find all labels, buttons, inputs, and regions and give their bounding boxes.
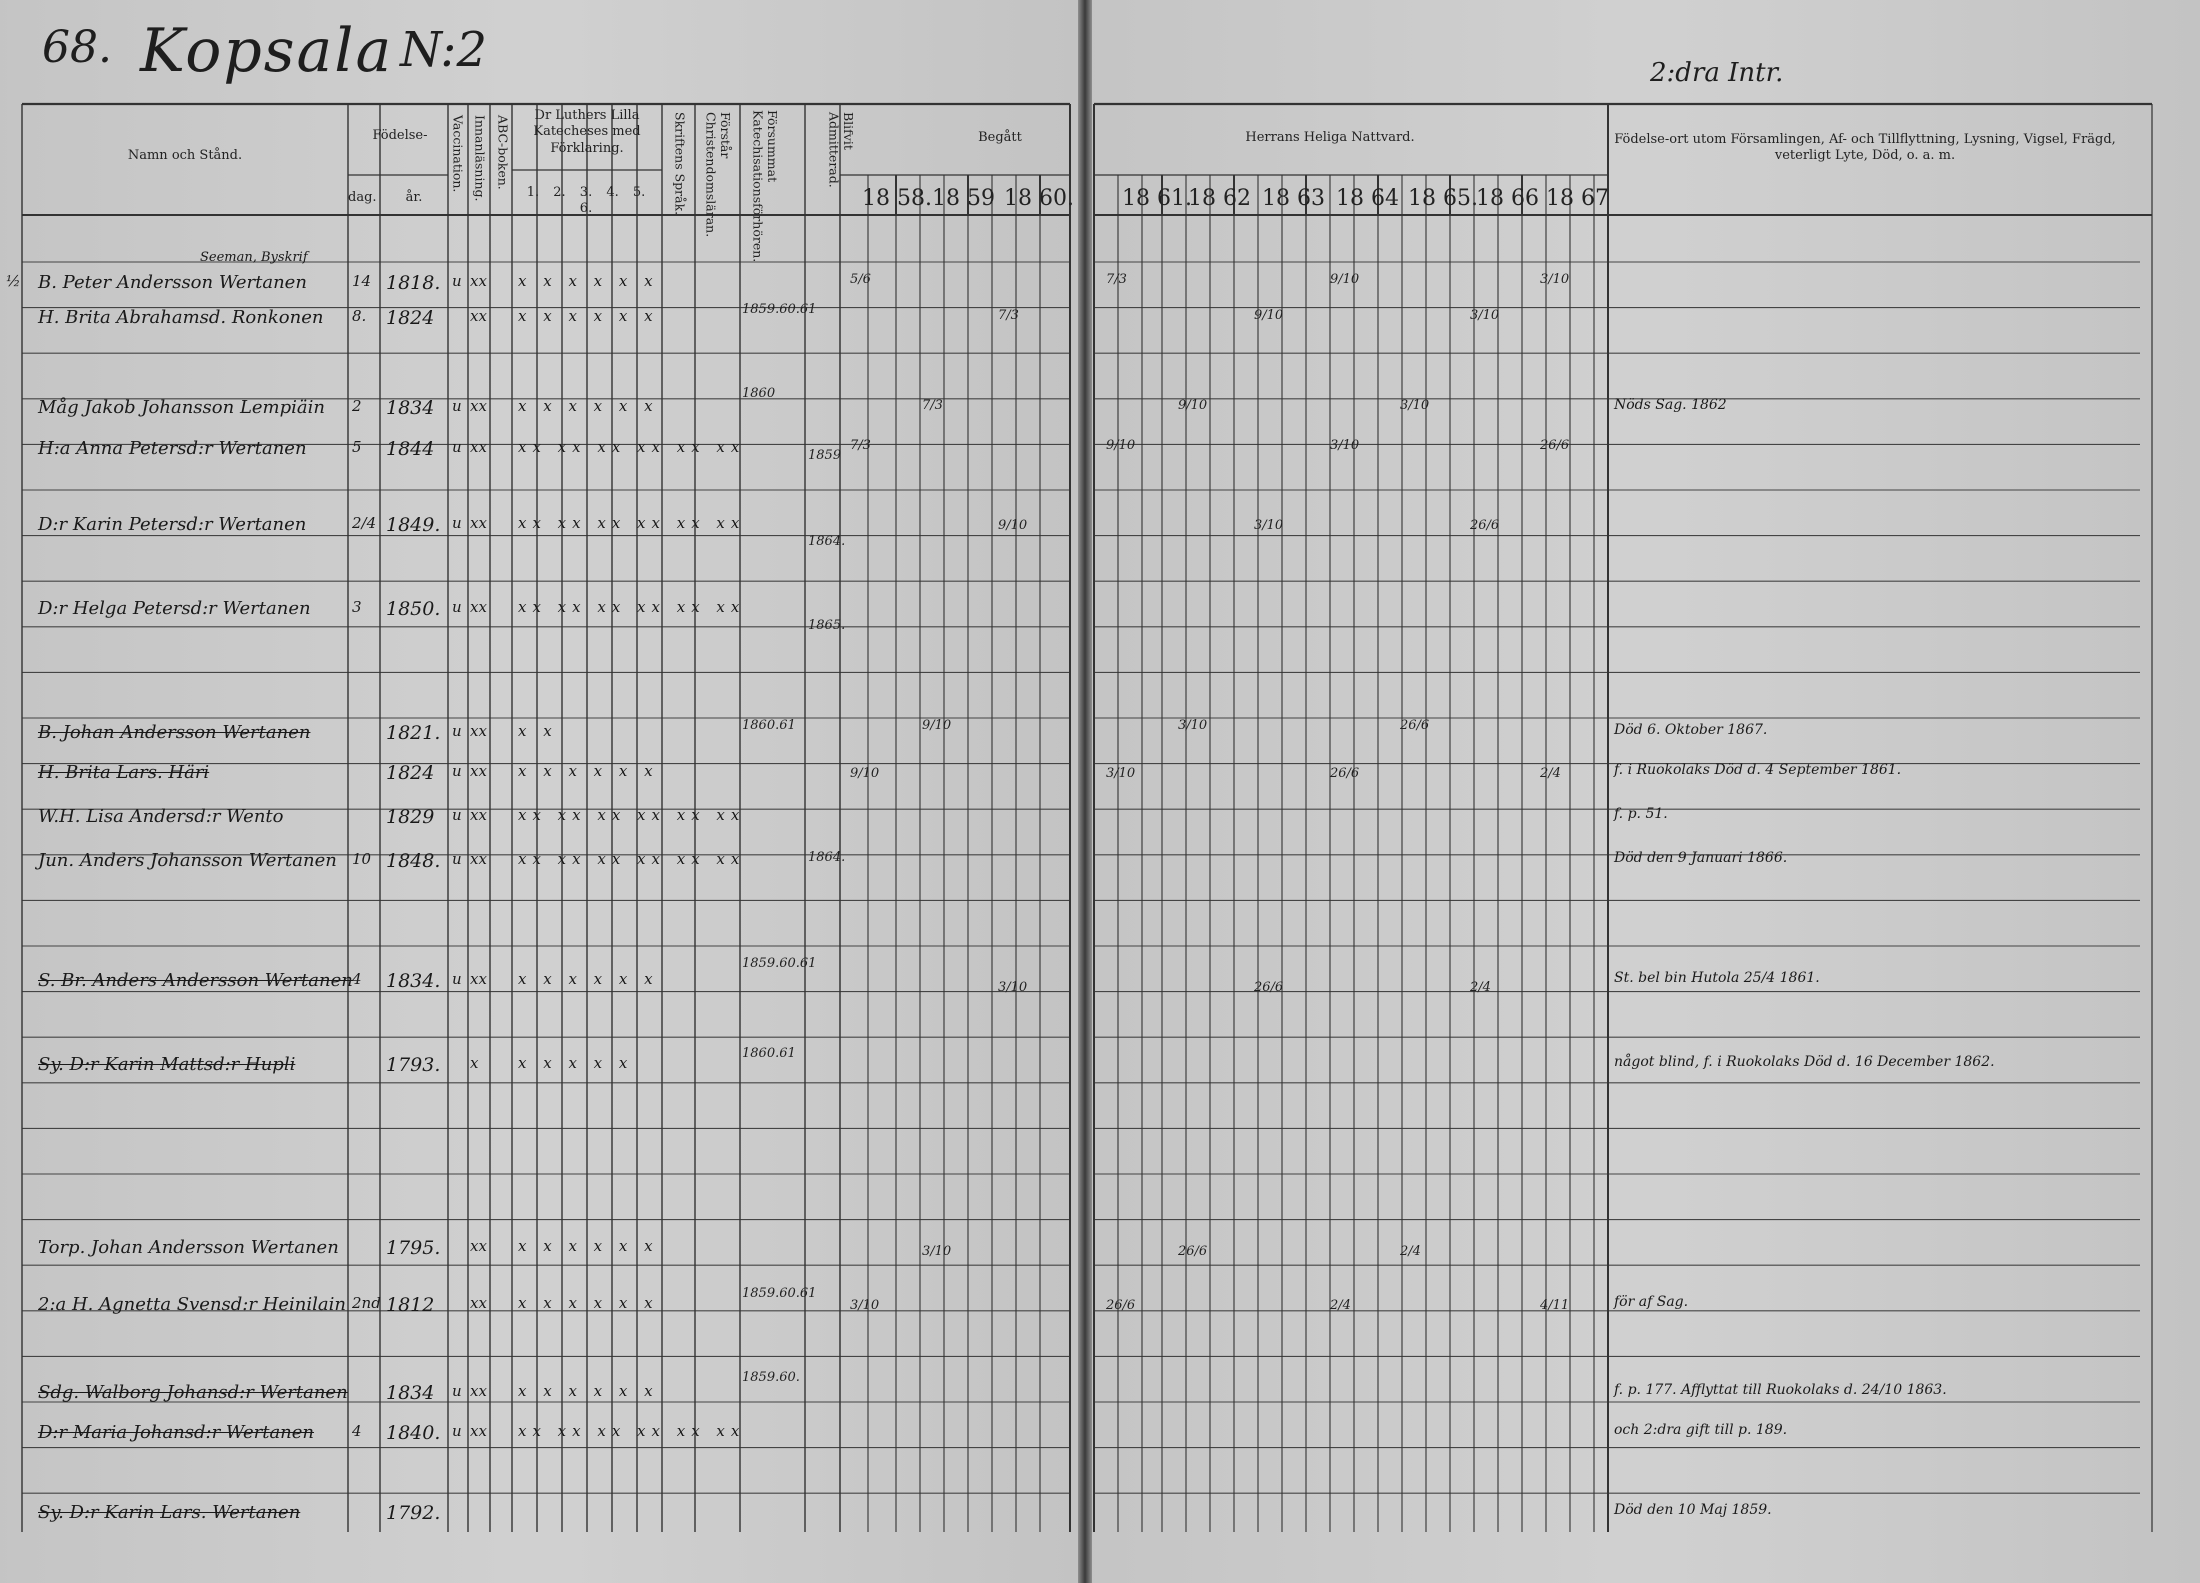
handwritten-mark: 1860 [742,386,776,401]
vaccination-mark: u [452,1382,462,1400]
header-communion: Herrans Heliga Nattvard. [1245,130,1415,145]
header-luther-cols [516,185,656,218]
birth-year: 1824 [386,762,435,784]
person-name: Sy. D:r Karin Lars. Wertanen [38,1502,301,1523]
birth-year: 1834 [386,1382,435,1404]
handwritten-mark: 3/10 [1254,518,1284,533]
handwritten-mark: 5/6 [850,272,871,287]
luther-col-2: 2. [553,185,566,200]
luther-marks: x x x x x x [518,1237,659,1255]
person-name: 2:a H. Agnetta Svensd:r Heinilain [38,1294,346,1315]
person-name: Jun. Anders Johansson Wertanen [38,850,337,871]
luther-col-1: 1. [526,185,540,200]
birth-year: 1840. [386,1422,441,1444]
vaccination-mark: u [452,762,462,780]
handwritten-mark: 9/10 [922,718,952,733]
row-mark: ½ [6,272,21,290]
header-scripture: Skriftens Språk. [672,112,688,216]
reading-mark: xx [470,514,487,532]
page-number: 68. [42,22,112,73]
person-name: D:r Helga Petersd:r Wertanen [38,598,311,619]
person-name: W.H. Lisa Andersd:r Wento [38,806,284,827]
person-name: H. Brita Abrahamsd. Ronkonen [38,307,324,328]
handwritten-mark: 3/10 [1106,766,1136,781]
luther-marks: x x x x x x [518,1294,659,1312]
birth-year: 1812 [386,1294,435,1316]
handwritten-mark: 7/3 [850,438,871,453]
person-name: D:r Maria Johansd:r Wertanen [38,1422,315,1443]
year-1863: 18 63 [1262,186,1325,211]
year-1859: 18 59 [932,186,995,211]
birth-year: 1824 [386,307,435,329]
person-name: H:a Anna Petersd:r Wertanen [38,438,307,459]
birth-year: 1849. [386,514,441,536]
handwritten-mark: 7/3 [998,308,1019,323]
handwritten-mark: 1864. [808,534,846,549]
person-name: H. Brita Lars. Häri [38,762,210,783]
handwritten-mark: 2/4 [1330,1298,1351,1313]
reading-mark: xx [470,598,487,616]
luther-marks: xx xx xx xx xx xx [518,850,746,868]
year-1867: 18 67 [1546,186,1609,211]
remark-note: Död den 9 Januari 1866. [1614,850,1788,866]
vaccination-mark: u [452,514,462,532]
reading-mark: xx [470,722,487,740]
birth-year: 1848. [386,850,441,872]
handwritten-mark: 4/11 [1540,1298,1570,1313]
handwritten-mark: 9/10 [1330,272,1360,287]
header-year: år. [405,190,423,205]
luther-marks: xx xx xx xx xx xx [518,514,746,532]
luther-col-3: 3. [579,185,593,200]
reading-mark: xx [470,1237,487,1255]
handwritten-mark: 3/10 [850,1298,880,1313]
vaccination-mark: u [452,806,462,824]
remark-note: Död 6. Oktober 1867. [1614,722,1768,738]
reading-mark: xx [470,438,487,456]
header-admitted: Blifvit Admitterad. [826,112,856,188]
year-1862: 18 62 [1188,186,1251,211]
birth-year: 1844 [386,438,435,460]
handwritten-mark: 1864. [808,850,846,865]
handwritten-mark: 3/10 [1330,438,1360,453]
remark-note: för af Sag. [1614,1294,1689,1310]
person-name: Sy. D:r Karin Mattsd:r Hupli [38,1054,296,1075]
remark-note: f. p. 51. [1614,806,1668,822]
birth-year: 1795. [386,1237,441,1259]
person-name: Sdg. Walborg Johansd:r Wertanen [38,1382,348,1403]
handwritten-mark: 26/6 [1540,438,1570,453]
vaccination-mark: u [452,850,462,868]
remark-note: St. bel bin Hutola 25/4 1861. [1614,970,1820,986]
handwritten-mark: 9/10 [1254,308,1284,323]
birth-day: 5 [352,438,362,456]
handwritten-mark: 3/10 [1470,308,1500,323]
handwritten-mark: 3/10 [1178,718,1208,733]
handwritten-mark: 9/10 [1178,398,1208,413]
birth-day: 4 [352,1422,362,1440]
year-1861: 18 61. [1122,186,1192,211]
right-page-note: 2:dra Intr. [1650,58,1784,88]
remark-note: något blind, f. i Ruokolaks Död d. 16 December 1862. [1614,1054,1995,1070]
vaccination-mark: u [452,970,462,988]
luther-marks: x x x x x x [518,1382,659,1400]
birth-day: 2/4 [352,514,377,532]
year-1866: 18 66 [1476,186,1539,211]
handwritten-mark: 26/6 [1106,1298,1136,1313]
handwritten-mark: 1860.61 [742,718,796,733]
birth-year: 1834 [386,397,435,419]
header-reading: Innanläsning. [472,115,488,202]
reading-mark: xx [470,1294,487,1312]
year-1860: 18 60. [1004,186,1074,211]
luther-marks: xx xx xx xx xx xx [518,598,746,616]
luther-col-6: 6. [579,201,593,217]
year-1858: 18 58. [862,186,932,211]
year-1865: 18 65. [1408,186,1478,211]
vaccination-mark: u [452,1422,462,1440]
vaccination-mark: u [452,438,462,456]
header-day: dag. [348,190,377,205]
reading-mark: xx [470,762,487,780]
person-name: S. Br. Anders Andersson Wertanen [38,970,353,991]
handwritten-mark: 7/3 [1106,272,1127,287]
luther-marks: x x x x x x [518,307,659,325]
header-attended: Begått [978,130,1022,145]
remark-note: och 2:dra gift till p. 189. [1614,1422,1788,1438]
remark-note: Nöds Sag. 1862 [1614,397,1727,413]
header-name: Namn och Stånd. [127,148,243,163]
header-vaccination: Vaccination. [450,115,466,193]
reading-mark: xx [470,1382,487,1400]
birth-day: 14 [352,272,372,290]
vaccination-mark: u [452,272,462,290]
person-name: D:r Karin Petersd:r Wertanen [38,514,307,535]
vaccination-mark: u [452,722,462,740]
handwritten-mark: 9/10 [998,518,1028,533]
birth-day: 2nd [352,1294,381,1312]
handwritten-mark: 1859 [808,448,842,463]
birth-year: 1821. [386,722,441,744]
birth-year: 1834. [386,970,441,992]
handwritten-mark: 26/6 [1178,1244,1208,1259]
person-name: B. Peter Andersson Wertanen [38,272,307,293]
handwritten-mark: 26/6 [1470,518,1500,533]
birth-year: 1792. [386,1502,441,1524]
handwritten-mark: 3/10 [998,980,1028,995]
handwritten-mark: 2/4 [1470,980,1491,995]
reading-mark: xx [470,397,487,415]
vaccination-mark: u [452,598,462,616]
reading-mark: xx [470,272,487,290]
header-christian: Förstår Christendomsläran. [703,112,733,238]
birth-year: 1793. [386,1054,441,1076]
handwritten-mark: 1859.60.61 [742,956,817,971]
luther-marks: x x x x x x [518,272,659,290]
luther-marks: x x x x x x [518,397,659,415]
handwritten-mark: 2/4 [1540,766,1561,781]
birth-year: 1818. [386,272,441,294]
handwritten-mark: 26/6 [1400,718,1430,733]
birth-day: 10 [352,850,372,868]
handwritten-mark: 3/10 [922,1244,952,1259]
farm-name: Kopsala [140,16,394,86]
luther-col-4: 4. [606,185,619,200]
birth-day: 2 [352,397,362,415]
handwritten-mark: 3/10 [1540,272,1570,287]
handwritten-mark: 2/4 [1400,1244,1421,1259]
remark-note: f. p. 177. Afflyttat till Ruokolaks d. 24/10 1863. [1614,1382,1947,1398]
luther-marks: xx xx xx xx xx xx [518,438,746,456]
person-name: Måg Jakob Johansson Lempiäin [38,397,325,418]
handwritten-mark: 9/10 [850,766,880,781]
header-abc: ABC-boken. [495,115,511,190]
handwritten-mark: 1859.60. [742,1370,800,1385]
remark-note: f. i Ruokolaks Död d. 4 September 1861. [1614,762,1902,778]
luther-marks: x x [518,722,558,740]
vaccination-mark: u [452,397,462,415]
person-name: Torp. Johan Andersson Wertanen [38,1237,339,1258]
reading-mark: xx [470,1422,487,1440]
header-neglected: Försummat Katechisationsförhören. [750,110,780,263]
luther-marks: x x x x x x [518,970,659,988]
birth-year: 1829 [386,806,435,828]
handwritten-mark: 26/6 [1330,766,1360,781]
year-1864: 18 64 [1336,186,1399,211]
handwritten-mark: 3/10 [1400,398,1430,413]
luther-marks: xx xx xx xx xx xx [518,1422,746,1440]
header-remarks: Födelse-ort utom Församlingen, Af- och Tillflyttning, Lysning, Vigsel, Frägd, veterligt Lyte, Död, o. a. m. [1614,132,2116,164]
header-luther: Dr Luthers Lilla Katecheses med Förklaring. [533,108,641,156]
handwritten-mark: 1865. [808,618,846,633]
handwritten-mark: 1859.60.61 [742,302,817,317]
handwritten-mark: 1859.60.61 [742,1286,817,1301]
occupation-note: Seeman, Byskrif [200,250,308,265]
handwritten-mark: 26/6 [1254,980,1284,995]
remark-note: Död den 10 Maj 1859. [1614,1502,1772,1518]
reading-mark: xx [470,806,487,824]
birth-day: 8. [352,307,367,325]
person-name: B. Johan Andersson Wertanen [38,722,311,743]
reading-mark: xx [470,307,487,325]
luther-marks: x x x x x [518,1054,634,1072]
farm-number: N:2 [400,22,487,78]
birth-day: 3 [352,598,362,616]
luther-col-5: 5. [632,185,646,200]
handwritten-mark: 9/10 [1106,438,1136,453]
reading-mark: xx [470,850,487,868]
header-birth: Födelse- [372,128,428,143]
luther-marks: x x x x x x [518,762,659,780]
reading-mark: xx [470,970,487,988]
birth-day: 4 [352,970,362,988]
luther-marks: xx xx xx xx xx xx [518,806,746,824]
birth-year: 1850. [386,598,441,620]
handwritten-mark: 1860.61 [742,1046,796,1061]
reading-mark: x [470,1054,479,1072]
handwritten-mark: 7/3 [922,398,943,413]
